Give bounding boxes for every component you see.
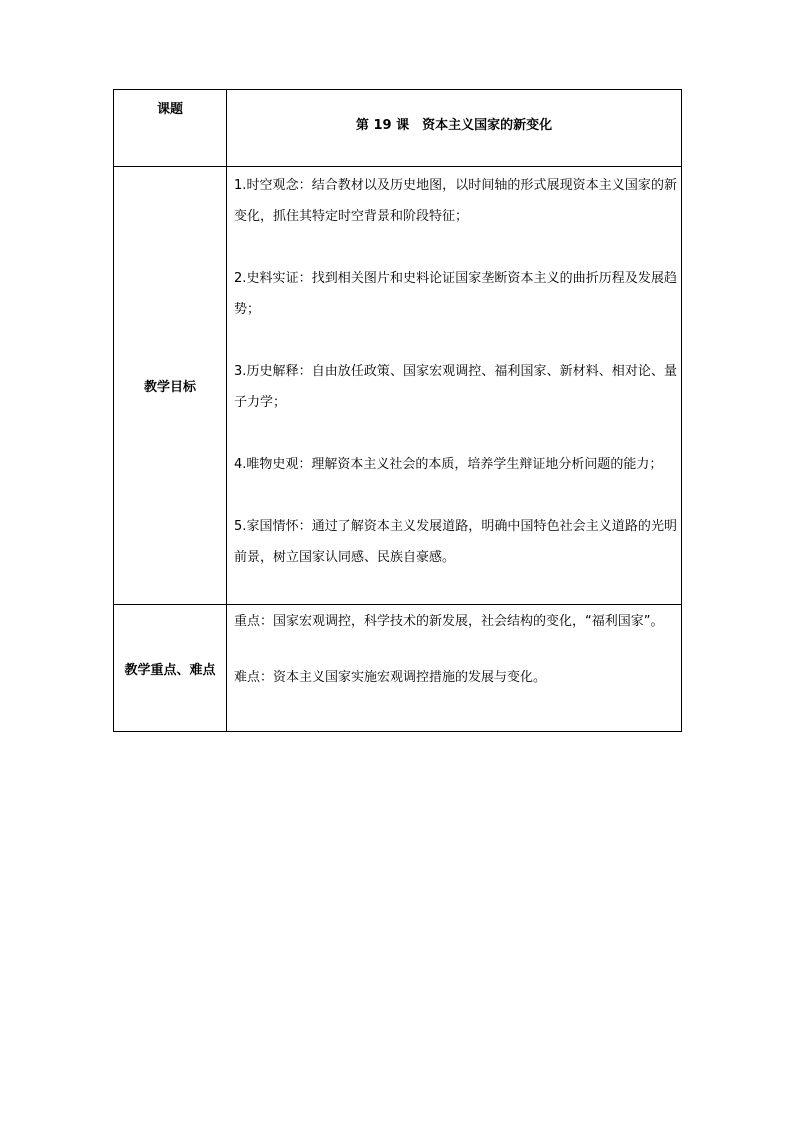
focus-label-cell	[114, 605, 227, 732]
goals-row	[114, 167, 682, 605]
lesson-title: 第 19 课 资本主义国家的新变化	[355, 118, 553, 133]
goals-label-cell	[114, 167, 227, 605]
lesson-title-cell	[227, 90, 682, 167]
focus-row	[114, 605, 682, 732]
title-row	[114, 90, 682, 167]
goal-item: 3.历史解释：自由放任政策、国家宏观调控、福利国家、新材料、相对论、量子力学；	[234, 364, 677, 410]
goal-item: 5.家国情怀：通过了解资本主义发展道路，明确中国特色社会主义道路的光明前景，树立国家认同感、民族自豪感。	[234, 519, 677, 565]
focus-item-key-points: 重点：国家宏观调控，科学技术的新发展，社会结构的变化，“福利国家”。	[234, 614, 664, 629]
focus-item-difficult-points: 难点：资本主义国家实施宏观调控措施的发展与变化。	[234, 670, 547, 685]
goal-item: 2.史料实证：找到相关图片和史料论证国家垄断资本主义的曲折历程及发展趋势；	[234, 271, 677, 317]
goals-content-cell	[227, 167, 682, 605]
goal-item: 1.时空观念：结合教材以及历史地图，以时间轴的形式展现资本主义国家的新变化，抓住其特定时空背景和阶段特征；	[234, 178, 677, 224]
topic-label: 课题	[156, 102, 183, 117]
focus-content-cell	[227, 605, 682, 732]
goal-item: 4.唯物史观：理解资本主义社会的本质，培养学生辩证地分析问题的能力；	[234, 457, 663, 472]
focus-label: 教学重点、难点	[124, 662, 216, 678]
lesson-plan-table	[113, 89, 682, 732]
topic-label-cell	[114, 90, 227, 167]
goals-label: 教学目标	[143, 380, 196, 395]
